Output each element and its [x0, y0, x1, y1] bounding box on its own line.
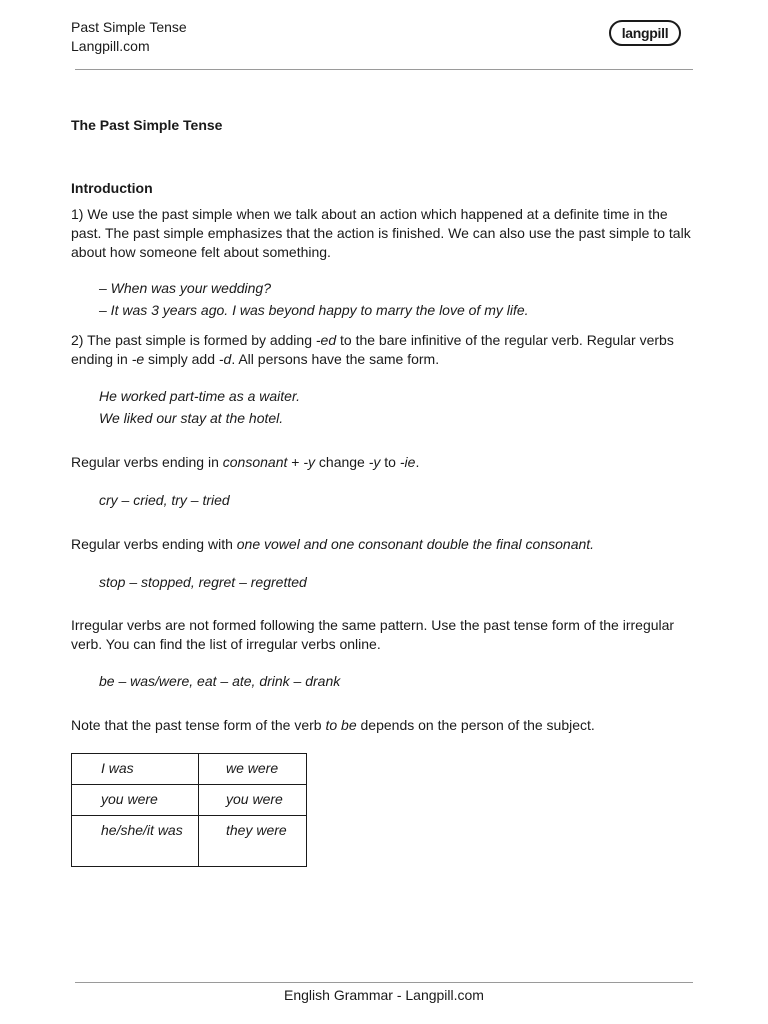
to-be-forms-table [71, 753, 307, 867]
paragraph-4 [71, 535, 696, 554]
p3-text: to [380, 454, 400, 470]
p3-text: Regular verbs ending in [71, 454, 223, 470]
p3-consonant: consonant [222, 454, 288, 470]
table-cell: you were [199, 785, 307, 816]
example-4: stop – stopped, regret – regretted [99, 574, 307, 590]
example-5: be – was/were, eat – ate, drink – drank [99, 673, 341, 689]
page-header [71, 18, 187, 56]
p3-text: . [415, 454, 420, 470]
langpill-logo [609, 20, 681, 46]
document-heading: The Past Simple Tense [71, 117, 223, 133]
p4-italic: one vowel and one consonant double the final consonant. [236, 536, 595, 552]
p2-e: -e [131, 351, 145, 367]
example-3: cry – cried, try – tried [99, 492, 230, 508]
p3-ie: -ie [399, 454, 416, 470]
page-footer: English Grammar - Langpill.com [284, 987, 484, 1003]
p4-text: Regular verbs ending with [71, 536, 237, 552]
paragraph-3 [71, 453, 696, 472]
dialog-line-1: – When was your wedding? [99, 280, 271, 296]
p6-text: Note that the past tense form of the verb [71, 717, 326, 733]
p3-y: -y [303, 454, 316, 470]
logo-text: langpill [621, 25, 669, 41]
p6-italic: to be [325, 717, 357, 733]
intro-heading: Introduction [71, 180, 153, 196]
header-divider [75, 69, 693, 70]
p3-text: change [315, 454, 369, 470]
p2-ed: -ed [315, 332, 337, 348]
p3-y: -y [368, 454, 381, 470]
p2-d: -d [218, 351, 232, 367]
paragraph-6 [71, 716, 696, 735]
paragraph-1: 1) We use the past simple when we talk about an action which happened at a definite time in the past. The past simple emphasizes that the action is finished. We can also use the past simple to talk about how someone felt about something. [71, 206, 691, 260]
dialog-line-2: – It was 3 years ago. I was beyond happy to marry the love of my life. [99, 302, 529, 318]
table-cell: they were [199, 816, 307, 867]
table-cell: we were [199, 754, 307, 785]
example-1: He worked part-time as a waiter. [99, 388, 300, 404]
p2-text: . All persons have the same form. [231, 351, 440, 367]
p2-text: 2) The past simple is formed by adding [71, 332, 316, 348]
footer-divider [75, 982, 693, 983]
table-row [72, 816, 307, 867]
p2-text: to the bare infinitive of the regular verb. Regular verbs ending in [71, 332, 674, 367]
table-row [72, 785, 307, 816]
paragraph-5: Irregular verbs are not formed following the same pattern. Use the past tense form of the irregular verb. You can find the list of irregular verbs online. [71, 617, 675, 652]
p2-text: simply add [144, 351, 219, 367]
p6-text: depends on the person of the subject. [356, 717, 595, 733]
header-title: Past Simple Tense [71, 19, 187, 35]
table-cell: you were [72, 785, 199, 816]
p3-text: + [287, 454, 304, 470]
table-cell: he/she/it was [72, 816, 199, 867]
table-cell: I was [72, 754, 199, 785]
header-site: Langpill.com [71, 38, 150, 54]
table-row [72, 754, 307, 785]
paragraph-2 [71, 331, 696, 369]
example-2: We liked our stay at the hotel. [99, 410, 284, 426]
